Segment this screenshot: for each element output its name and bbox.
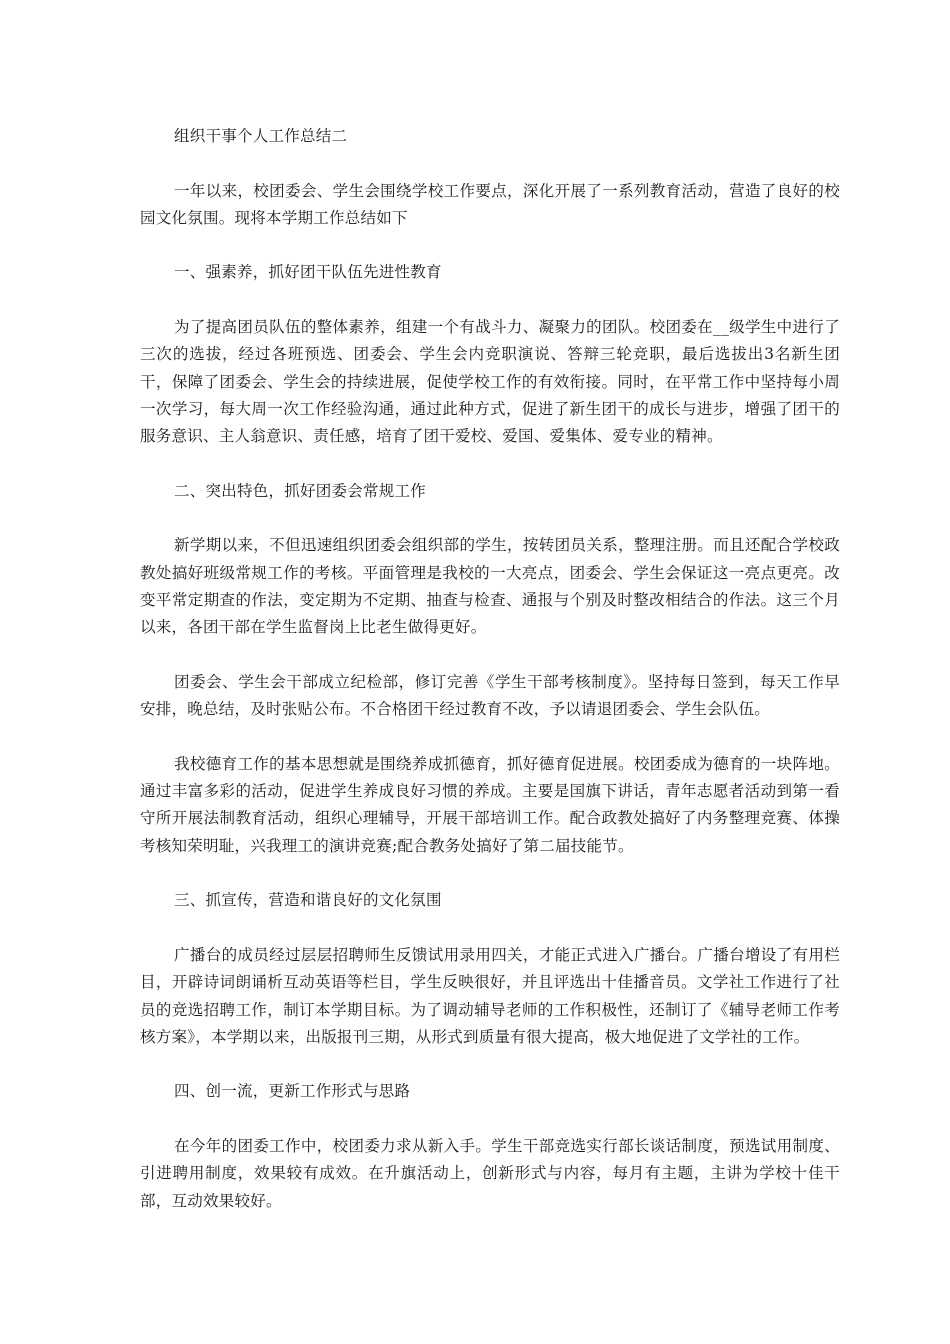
section-heading-1: 一、强素养，抓好团干队伍先进性教育 xyxy=(174,263,442,282)
body-paragraph: 新学期以来，不但迅速组织团委会组织部的学生，按转团员关系，整理注册。而且还配合学校政教处搞好班级常规工作的考核。平面管理是我校的一大亮点，团委会、学生会保证这一亮点更亮。改变平常定期查的作法，变定期为不定期、抽查与检查、通报与个别及时整改相结合的作法。这三个月以来，各团干部在学生监督岗上比老生做得更好。 xyxy=(140,536,840,637)
paragraph-gap xyxy=(140,451,840,478)
section-heading-2: 二、突出特色，抓好团委会常规工作 xyxy=(174,481,427,500)
paragraph-gap xyxy=(140,232,840,259)
document-title: 组织干事个人工作总结二 xyxy=(174,127,348,145)
paragraph-gap xyxy=(140,724,840,751)
paragraph-gap xyxy=(140,1106,840,1133)
paragraph-gap xyxy=(140,915,840,942)
document-page xyxy=(140,123,840,1215)
paragraph-gap xyxy=(140,287,840,314)
paragraph-gap xyxy=(140,642,840,669)
paragraph-gap xyxy=(140,1051,840,1078)
body-paragraph: 为了提高团员队伍的整体素养，组建一个有战斗力、凝聚力的团队。校团委在__级学生中进行了三次的选拔，经过各班预选、团委会、学生会内竞职演说、答辩三轮竞职，最后选拔出3名新生团干，保障了团委会、学生会的持续进展，促使学校工作的有效衔接。同时，在平常工作中坚持每小周一次学习，每大周一次工作经验沟通，通过此种方式，促进了新生团干的成长与进步，增强了团干的服务意识、主人翁意识、责任感，培育了团干爱校、爱国、爱集体、爱专业的精神。 xyxy=(140,318,840,446)
body-paragraph: 我校德育工作的基本思想就是围绕养成抓德育，抓好德育促进展。校团委成为德育的一块阵地。通过丰富多彩的活动，促进学生养成良好习惯的养成。主要是国旗下讲话，青年志愿者活动到第一看守所开展法制教育活动，组织心理辅导，开展干部培训工作。配合政教处搞好了内务整理竞赛、体操考核知荣明耻，兴我理工的演讲竞赛;配合教务处搞好了第二届技能节。 xyxy=(140,754,840,855)
section-heading-3: 三、抓宣传，营造和谐良好的文化氛围 xyxy=(174,891,442,910)
intro-paragraph: 一年以来，校团委会、学生会围绕学校工作要点，深化开展了一系列教育活动，营造了良好的校园文化氛围。现将本学期工作总结如下 xyxy=(140,181,840,227)
body-paragraph: 在今年的团委工作中，校团委力求从新入手。学生干部竞选实行部长谈话制度，预选试用制度、引进聘用制度，效果较有成效。在升旗活动上，创新形式与内容，每月有主题，主讲为学校十佳干部，互动效果较好。 xyxy=(140,1136,840,1210)
paragraph-gap xyxy=(140,505,840,532)
body-paragraph: 团委会、学生会干部成立纪检部，修订完善《学生干部考核制度》。坚持每日签到，每天工作早安排，晚总结，及时张贴公布。不合格团干经过教育不改，予以请退团委会、学生会队伍。 xyxy=(140,672,840,719)
paragraph-gap xyxy=(140,150,840,177)
paragraph-gap xyxy=(140,860,840,887)
body-paragraph: 广播台的成员经过层层招聘师生反馈试用录用四关，才能正式进入广播台。广播台增设了有用栏目，开辟诗词朗诵析互动英语等栏目，学生反映很好，并且评选出十佳播音员。文学社工作进行了社员的竞选招聘工作，制订本学期目标。为了调动辅导老师的工作积极性，还制订了《辅导老师工作考核方案》，本学期以来，出版报刊三期，从形式到质量有很大提高，极大地促进了文学社的工作。 xyxy=(140,945,840,1046)
section-heading-4: 四、创一流，更新工作形式与思路 xyxy=(174,1082,411,1101)
